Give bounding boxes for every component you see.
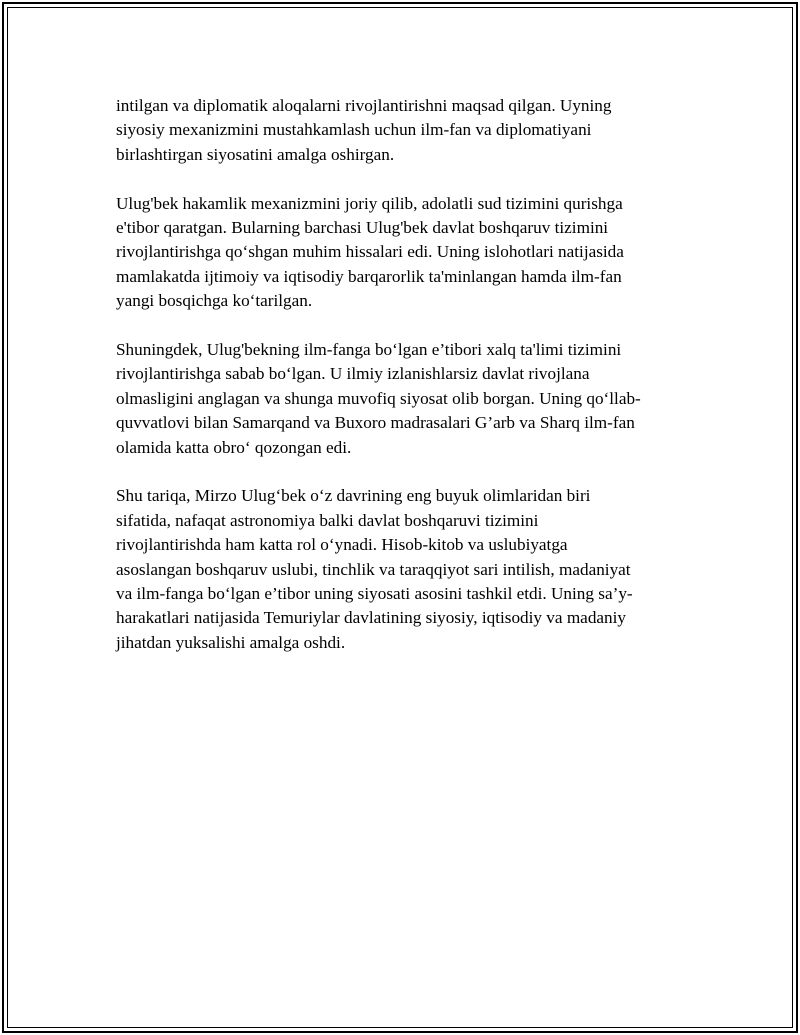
text-line: rivojlantirishga qo‘shgan muhim hissalari edi. Uning islohotlari natijasida: [116, 242, 624, 262]
text-line: sifatida, nafaqat astronomiya balki davlat boshqaruvi tizimini: [116, 510, 539, 530]
paragraph: [116, 192, 686, 314]
text-line: harakatlari natijasida Temuriylar davlatining siyosiy, iqtisodiy va madaniy: [116, 608, 627, 628]
text-line: asoslangan boshqaruv uslubi, tinchlik va taraqqiyot sari intilish, madaniyat: [116, 559, 631, 579]
text-line: e'tibor qaratgan. Bularning barchasi Ulug'bek davlat boshqaruv tizimini: [116, 218, 609, 238]
text-line: Shuningdek, Ulug'bekning ilm-fanga bo‘lgan e’tibori xalq ta'limi tizimini: [116, 340, 622, 360]
text-line: birlashtirgan siyosatini amalga oshirgan.: [116, 144, 395, 164]
text-line: intilgan va diplomatik aloqalarni rivojlantirishni maqsad qilgan. Uyning: [116, 96, 612, 115]
text-line: olmasligini anglagan va shunga muvofiq siyosat olib borgan. Uning qo‘llab-: [116, 388, 641, 408]
document-body: [116, 94, 686, 680]
text-line: rivojlantirishda ham katta rol o‘ynadi. Hisob-kitob va uslubiyatga: [116, 535, 568, 555]
text-line: mamlakatda ijtimoiy va iqtisodiy barqarorlik ta'minlangan hamda ilm-fan: [116, 266, 622, 286]
text-line: va ilm-fanga bo‘lgan e’tibor uning siyosati asosini tashkil etdi. Uning sa’y-: [116, 584, 633, 604]
paragraph: [116, 484, 686, 655]
text-line: yangi bosqichga ko‘tarilgan.: [116, 291, 313, 311]
text-line: jihatdan yuksalishi amalga oshdi.: [116, 632, 346, 652]
paragraph: [116, 94, 686, 167]
text-line: olamida katta obro‘ qozongan edi.: [116, 437, 352, 457]
text-line: rivojlantirishga sabab bo‘lgan. U ilmiy izlanishlarsiz davlat rivojlana: [116, 364, 590, 384]
text-line: Ulug'bek hakamlik mexanizmini joriy qilib, adolatli sud tizimini qurishga: [116, 193, 623, 213]
text-line: Shu tariqa, Mirzo Ulug‘bek o‘z davrining eng buyuk olimlaridan biri: [116, 486, 591, 506]
text-line: siyosiy mexanizmini mustahkamlash uchun ilm-fan va diplomatiyani: [116, 120, 592, 140]
paragraph: [116, 338, 686, 460]
text-line: quvvatlovi bilan Samarqand va Buxoro madrasalari G’arb va Sharq ilm-fan: [116, 413, 635, 433]
